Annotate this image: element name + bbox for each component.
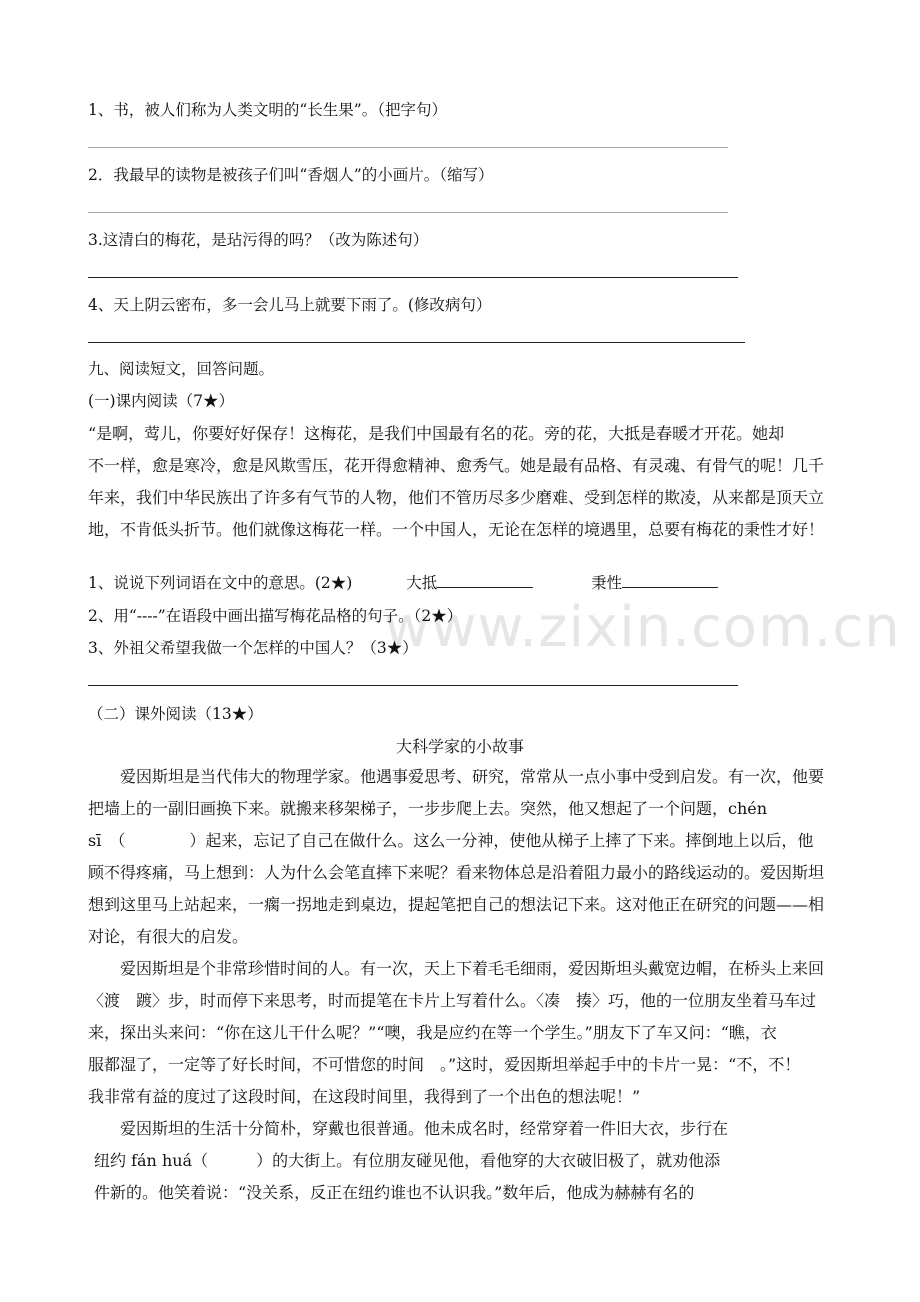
story-line: 把墙上的一副旧画换下来。就搬来移架梯子，一步步爬上去。突然，他又想起了一个问题，chén bbox=[88, 799, 768, 818]
story-line: 爱因斯坦的生活十分简朴，穿戴也很普通。他未成名时，经常穿着一件旧大衣，步行在 bbox=[88, 1119, 729, 1138]
word-2: 秉性 bbox=[591, 574, 623, 592]
word-1: 大抵 bbox=[406, 574, 438, 592]
question-2: 2、用“----”在语段中画出描写梅花品格的句子。（2★） bbox=[88, 607, 463, 625]
word-1-blank[interactable] bbox=[437, 571, 533, 588]
passage-line: 年来，我们中华民族出了许多有气节的人物，他们不管历尽多少磨难、受到怎样的欺凌，从来都是顶天立 bbox=[88, 488, 825, 507]
task-2: 2．我最早的读物是被孩子们叫“香烟人”的小画片。（缩写） bbox=[88, 166, 494, 184]
story-line: 〈渡 踱〉步，时而停下来思考，时而提笔在卡片上写着什么。〈凑 揍〉巧，他的一位朋友坐着马车过 bbox=[88, 991, 817, 1010]
task-3: 3.这清白的梅花，是玷污得的吗？（改为陈述句） bbox=[88, 231, 429, 249]
passage-1 bbox=[88, 418, 833, 546]
passage-line: “是啊，莺儿，你要好好保存！这梅花，是我们中国最有名的花。旁的花，大抵是春暖才开花。她却 bbox=[88, 424, 785, 443]
part2-heading: （二）课外阅读（13★） bbox=[88, 705, 263, 723]
question-1 bbox=[88, 571, 718, 593]
story-line: 我非常有益的度过了这段时间，在这段时间里，我得到了一个出色的想法呢！” bbox=[88, 1087, 641, 1106]
story-line: 爱因斯坦是个非常珍惜时间的人。有一次，天上下着毛毛细雨，爱因斯坦头戴宽边帽，在桥头上来回 bbox=[88, 959, 825, 978]
story bbox=[88, 761, 833, 1209]
answer-line-4[interactable] bbox=[88, 342, 745, 343]
question-1-text: 1、说说下列词语在文中的意思。(2★) bbox=[88, 574, 353, 592]
question-3: 3、外祖父希望我做一个怎样的中国人？（3★） bbox=[88, 639, 418, 657]
task-4: 4、天上阴云密布，多一会儿马上就要下雨了。(修改病句） bbox=[88, 296, 492, 314]
story-line: 想到这里马上站起来，一瘸一拐地走到桌边，提起笔把自己的想法记下来。这对他正在研究的问题——相 bbox=[88, 895, 825, 914]
story-line: 顾不得疼痛，马上想到：人为什么会笔直摔下来呢？看来物体总是沿着阻力最小的路线运动的。爱因斯坦 bbox=[88, 863, 825, 882]
answer-line-1[interactable] bbox=[88, 147, 728, 148]
story-line: 对论，有很大的启发。 bbox=[88, 927, 249, 946]
story-line: 来，探出头来问：“你在这儿干什么呢？”“噢，我是应约在等一个学生。”朋友下了车又问：“瞧，衣 bbox=[88, 1023, 777, 1042]
task-1: 1、书，被人们称为人类文明的“长生果”。（把字句） bbox=[88, 101, 447, 119]
story-line: 纽约 fán huá（ ）的大街上。有位朋友碰见他，看他穿的大衣破旧极了，就劝他添 bbox=[94, 1151, 721, 1170]
section-heading: 九、阅读短文，回答问题。 bbox=[88, 360, 275, 378]
part1-heading: (一)课内阅读（7★） bbox=[88, 392, 234, 410]
passage-line: 地，不肯低头折节。他们就像这梅花一样。一个中国人，无论在怎样的境遇里，总要有梅花的秉性才好！ bbox=[88, 520, 825, 539]
answer-line-2[interactable] bbox=[88, 212, 728, 213]
story-line: 件新的。他笑着说：“没关系，反正在纽约谁也不认识我。”数年后，他成为赫赫有名的 bbox=[94, 1183, 695, 1202]
story-line: sī （ ）起来，忘记了自己在做什么。这么一分神，使他从梯子上摔了下来。摔倒地上以后，他 bbox=[88, 831, 814, 850]
story-line: 服都湿了，一定等了好长时间，不可惜您的时间 。”这时，爱因斯坦举起手中的卡片一晃：“不，不！ bbox=[88, 1055, 801, 1074]
watermark: www.zixin.com.cn bbox=[384, 595, 901, 660]
answer-line-q3[interactable] bbox=[88, 685, 738, 686]
story-line: 爱因斯坦是当代伟大的物理学家。他遇事爱思考、研究，常常从一点小事中受到启发。有一次，他要 bbox=[88, 767, 825, 786]
answer-line-3[interactable] bbox=[88, 277, 738, 278]
story-title: 大科学家的小故事 bbox=[395, 737, 524, 756]
passage-line: 不一样，愈是寒冷，愈是风欺雪压，花开得愈精神、愈秀气。她是最有品格、有灵魂、有骨气的呢！几千 bbox=[88, 456, 825, 475]
word-2-blank[interactable] bbox=[622, 571, 718, 588]
